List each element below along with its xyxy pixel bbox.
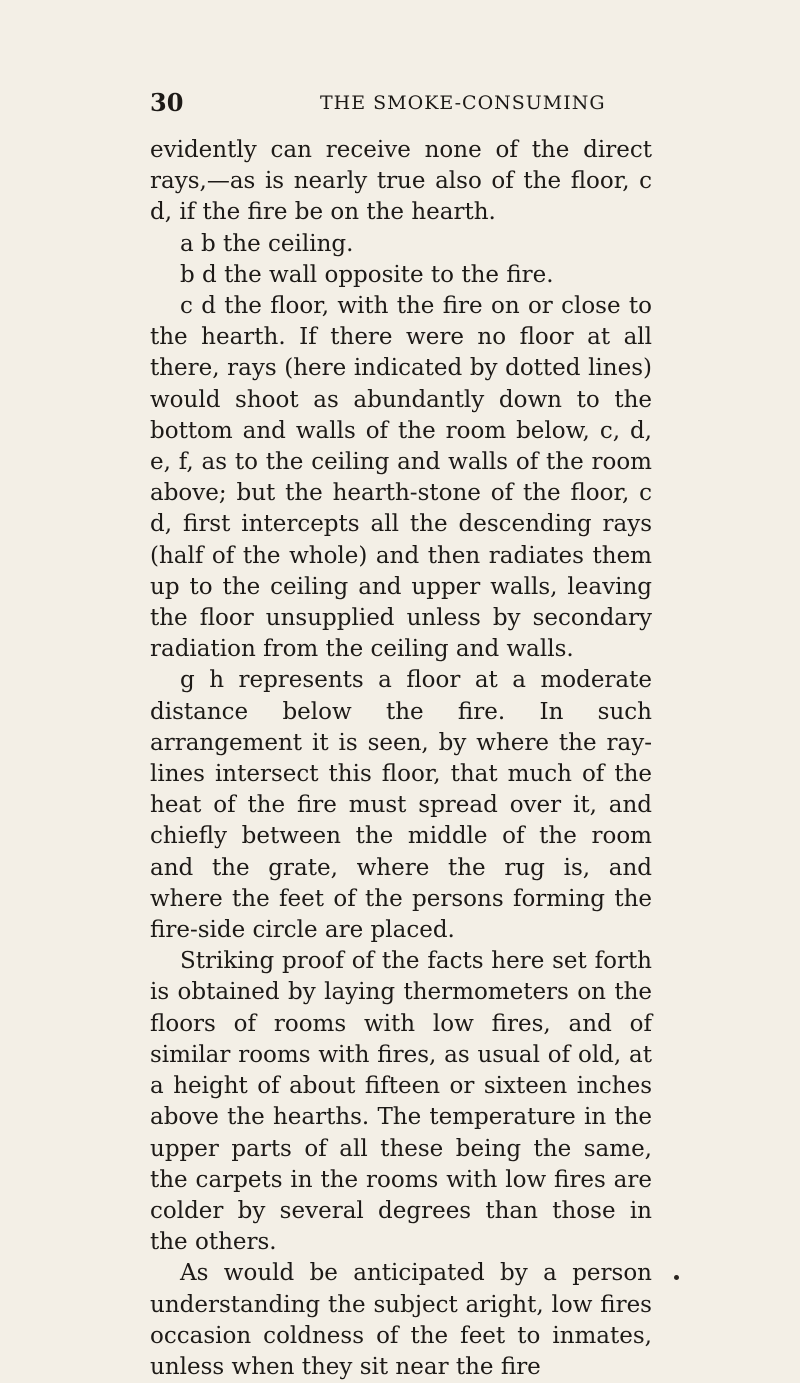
- paragraph-4: c d the floor, with the fire on or close to the hearth. If there were no floor at all there, rays (here indicated by dotted lines) would shoot as abundantly down to the bottom and walls of the room below, c, d, e, f, as to the ceiling and walls of the room above; but the hearth-stone of the floor, c d, first intercepts all the descending rays (half of the whole) and then radiates them up to the ceiling and upper walls, leaving the floor unsupplied unless by secondary radiation from the ceiling and walls.: [150, 293, 652, 663]
- paragraph-7: As would be anticipated by a person understanding the subject aright, low fires occasion coldness of the feet to inmates, unless when they sit near the fire: [150, 1260, 652, 1380]
- page-header: [150, 88, 652, 122]
- running-head: THE SMOKE-CONSUMING: [320, 92, 606, 114]
- paragraph-2: a b the ceiling.: [180, 230, 354, 257]
- page-number: 30: [150, 88, 184, 117]
- printing-speck: [674, 1275, 679, 1280]
- paragraph-3: b d the wall opposite to the fire.: [180, 261, 554, 288]
- paragraph-5: g h represents a floor at a moderate distance below the fire. In such arrangement it is seen, by where the ray-lines intersect this floor, that much of the heat of the fire must spread over it, and chiefly between the middle of the room and the grate, where the rug is, and where the feet of the persons forming the fire-side circle are placed.: [150, 667, 652, 944]
- paragraph-1: evidently can receive none of the direct rays,—as is nearly true also of the floor, c d, if the fire be on the hearth.: [150, 137, 652, 226]
- body-text: [150, 135, 652, 1383]
- paragraph-6: Striking proof of the facts here set forth is obtained by laying thermometers on the floors of rooms with low fires, and of similar rooms with fires, as usual of old, at a height of about fifteen or sixteen inches above the hearths. The temperature in the upper parts of all these being the same, the carpets in the rooms with low fires are colder by several degrees than those in the others.: [150, 948, 652, 1256]
